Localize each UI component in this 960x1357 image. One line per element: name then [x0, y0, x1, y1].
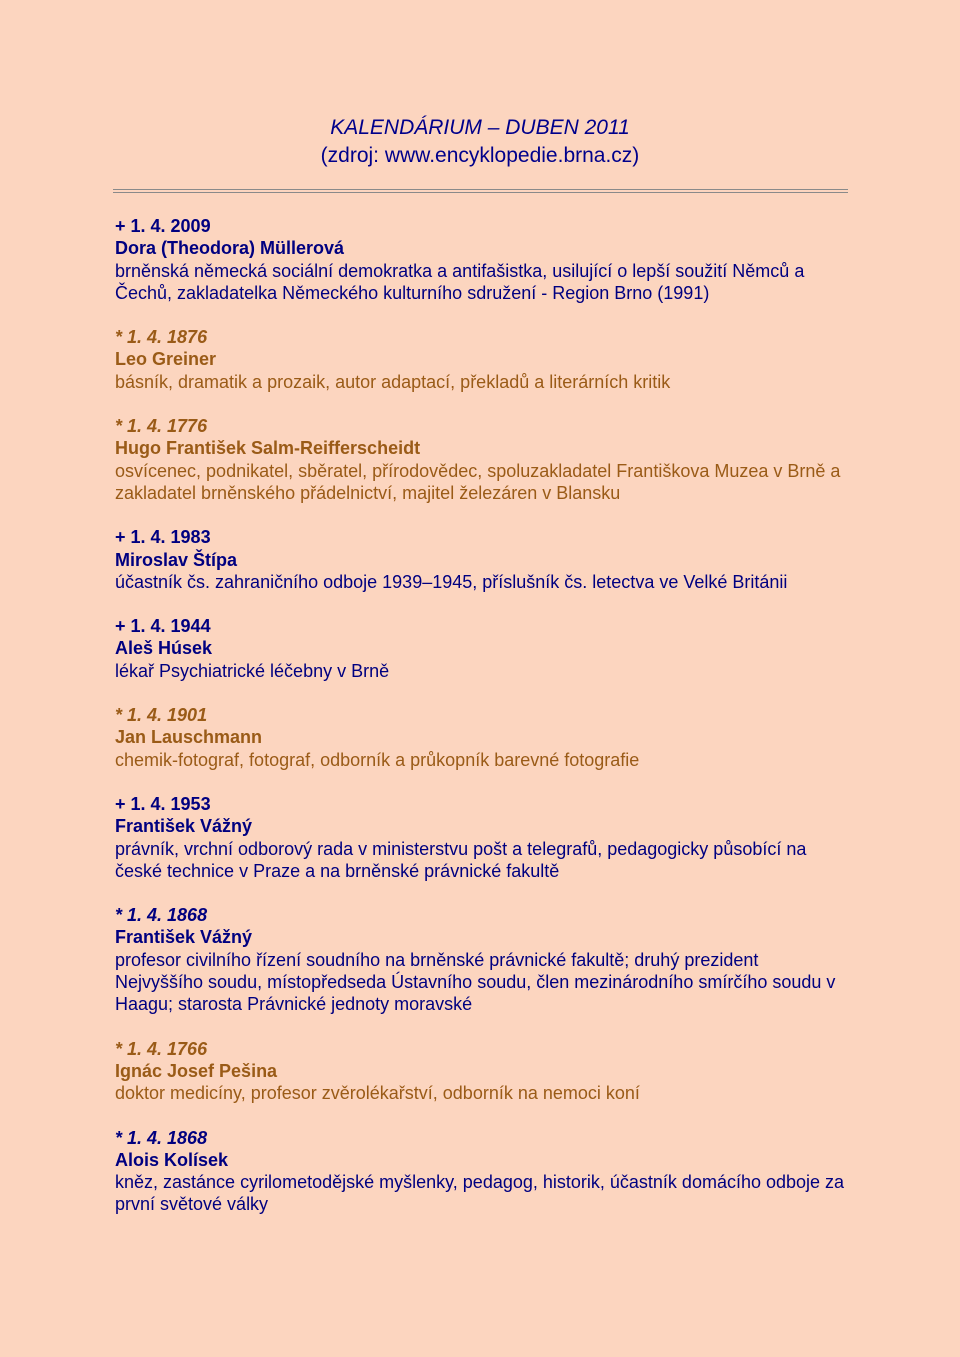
- calendar-entry: [115, 704, 850, 771]
- entry-name: František Vážný: [115, 927, 253, 948]
- entry-date: + 1. 4. 1983: [115, 527, 211, 548]
- calendar-entry: [115, 904, 850, 1015]
- page-header: [0, 114, 960, 170]
- entry-description: kněz, zastánce cyrilometodějské myšlenky, pedagog, historik, účastník domácího odboje za první světové války: [115, 1172, 845, 1215]
- entry-date: * 1. 4. 1901: [115, 705, 208, 726]
- entry-description: právník, vrchní odborový rada v ministerstvu pošt a telegrafů, pedagogicky působící na české technice v Praze a na brněnské právnické fakultě: [115, 838, 807, 881]
- calendar-entry: [115, 415, 850, 504]
- calendar-entry: [115, 526, 850, 593]
- entry-date: * 1. 4. 1776: [115, 416, 208, 437]
- entry-date: + 1. 4. 2009: [115, 216, 211, 236]
- entry-name: Dora (Theodora) Müllerová: [115, 238, 345, 259]
- entry-date: * 1. 4. 1876: [115, 327, 208, 348]
- entry-name: Ignác Josef Pešina: [115, 1060, 278, 1081]
- entry-date: + 1. 4. 1944: [115, 616, 211, 637]
- entry-name: Jan Lauschmann: [115, 727, 263, 748]
- entry-name: Miroslav Štípa: [115, 549, 238, 570]
- calendar-entry: [115, 615, 850, 682]
- double-rule-divider: [113, 189, 848, 193]
- page-title: KALENDÁRIUM – DUBEN 2011: [330, 116, 630, 139]
- calendar-entry: [115, 326, 850, 393]
- entry-description: osvícenec, podnikatel, sběratel, přírodovědec, spoluzakladatel Františkova Muzea v Brně a zakladatel brněnského přádelnictví, majitel železáren v Blansku: [115, 460, 841, 503]
- entry-name: Leo Greiner: [115, 349, 217, 370]
- entry-name: František Vážný: [115, 816, 253, 837]
- entry-description: doktor medicíny, profesor zvěrolékařství, odborník na nemoci koní: [115, 1083, 640, 1104]
- entry-name: Aleš Húsek: [115, 638, 213, 659]
- entry-date: * 1. 4. 1868: [115, 905, 208, 926]
- entry-date: + 1. 4. 1953: [115, 793, 211, 814]
- calendar-entry: [115, 793, 850, 882]
- entry-description: brněnská německá sociální demokratka a antifašistka, usilující o lepší soužití Němců a Čechů, zakladatelka Německého kulturního sdružení - Region Brno (1991): [115, 260, 805, 303]
- entry-description: básník, dramatik a prozaik, autor adaptací, překladů a literárních kritik: [115, 371, 671, 392]
- calendar-entry: [115, 1127, 850, 1216]
- entry-description: lékař Psychiatrické léčebny v Brně: [115, 660, 390, 681]
- calendar-entry: [115, 215, 850, 304]
- page-source: (zdroj: www.encyklopedie.brna.cz): [320, 144, 640, 167]
- calendar-entry: [115, 1038, 850, 1105]
- entry-date: * 1. 4. 1868: [115, 1127, 208, 1148]
- calendar-entries: [115, 215, 850, 1238]
- entry-name: Hugo František Salm-Reifferscheidt: [115, 438, 421, 459]
- entry-name: Alois Kolísek: [115, 1149, 229, 1170]
- entry-description: chemik-fotograf, fotograf, odborník a průkopník barevné fotografie: [115, 749, 640, 770]
- entry-description: účastník čs. zahraničního odboje 1939–1945, příslušník čs. letectva ve Velké Británii: [115, 571, 788, 592]
- entry-date: * 1. 4. 1766: [115, 1038, 208, 1059]
- entry-description: profesor civilního řízení soudního na brněnské právnické fakultě; druhý prezident Nejvyššího soudu, místopředseda Ústavního soudu, člen mezinárodního smírčího soudu v Haagu; starosta Právnické jednoty moravské: [115, 949, 836, 1015]
